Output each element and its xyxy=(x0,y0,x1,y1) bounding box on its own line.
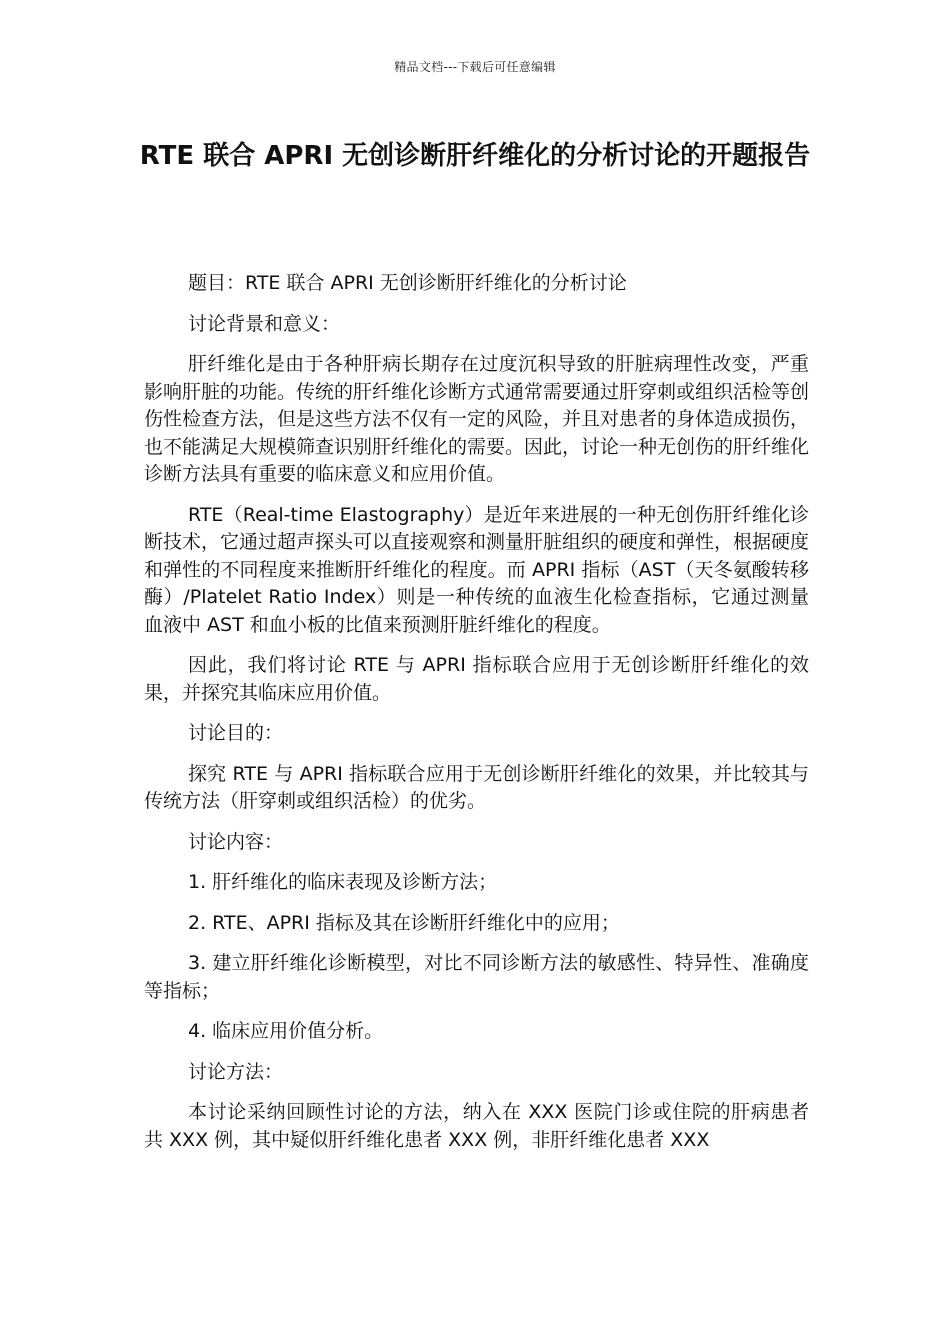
section-heading-background: 讨论背景和意义： xyxy=(188,312,341,335)
document-body xyxy=(144,270,809,1167)
list-item: 3. 建立肝纤维化诊断模型，对比不同诊断方法的敏感性、特异性、准确度等指标； xyxy=(144,952,809,1002)
body-paragraph: 肝纤维化是由于各种肝病长期存在过度沉积导致的肝脏病理性改变，严重影响肝脏的功能。传统的肝纤维化诊断方式通常需要通过肝穿刺或组织活检等创伤性检查方法，但是这些方法不仅有一定的风险，并且对患者的身体造成损伤，也不能满足大规模筛查识别肝纤维化的需要。因此，讨论一种无创伤的肝纤维化诊断方法具有重要的临床意义和应用价值。 xyxy=(144,353,810,485)
body-paragraph: 本讨论采纳回顾性讨论的方法，纳入在 XXX 医院门诊或住院的肝病患者共 XXX 例，其中疑似肝纤维化患者 XXX 例，非肝纤维化患者 XXX xyxy=(144,1101,809,1151)
list-item: 2. RTE、APRI 指标及其在诊断肝纤维化中的应用； xyxy=(188,911,620,934)
header-note: 精品文档---下载后可任意编辑 xyxy=(394,60,556,74)
body-paragraph: 因此，我们将讨论 RTE 与 APRI 指标联合应用于无创诊断肝纤维化的效果，并探究其临床应用价值。 xyxy=(144,654,809,704)
body-paragraph: 探究 RTE 与 APRI 指标联合应用于无创诊断肝纤维化的效果，并比较其与传统方法（肝穿刺或组织活检）的优劣。 xyxy=(144,762,809,812)
section-heading-content: 讨论内容： xyxy=(188,830,284,853)
list-item: 1. 肝纤维化的临床表现及诊断方法； xyxy=(188,871,498,893)
section-heading-purpose: 讨论目的： xyxy=(188,722,284,744)
topic-line: 题目：RTE 联合 APRI 无创诊断肝纤维化的分析讨论 xyxy=(188,272,627,294)
document-title: RTE 联合 APRI 无创诊断肝纤维化的分析讨论的开题报告 xyxy=(139,141,811,171)
section-heading-method: 讨论方法： xyxy=(188,1060,284,1083)
body-paragraph: RTE（Real-time Elastography）是近年来进展的一种无创伤肝纤维化诊断技术，它通过超声探头可以直接观察和测量肝脏组织的硬度和弹性，根据硬度和弹性的不同程度来推断肝纤维化的程度。而 APRI 指标（AST（天冬氨酸转移酶）/Platelet Ratio Index）则是一种传统的血液生化检查指标，它通过测量血液中 AST 和血小板的比值来预测肝脏纤维化的程度。 xyxy=(144,503,810,636)
list-item: 4. 临床应用价值分析。 xyxy=(188,1020,384,1042)
